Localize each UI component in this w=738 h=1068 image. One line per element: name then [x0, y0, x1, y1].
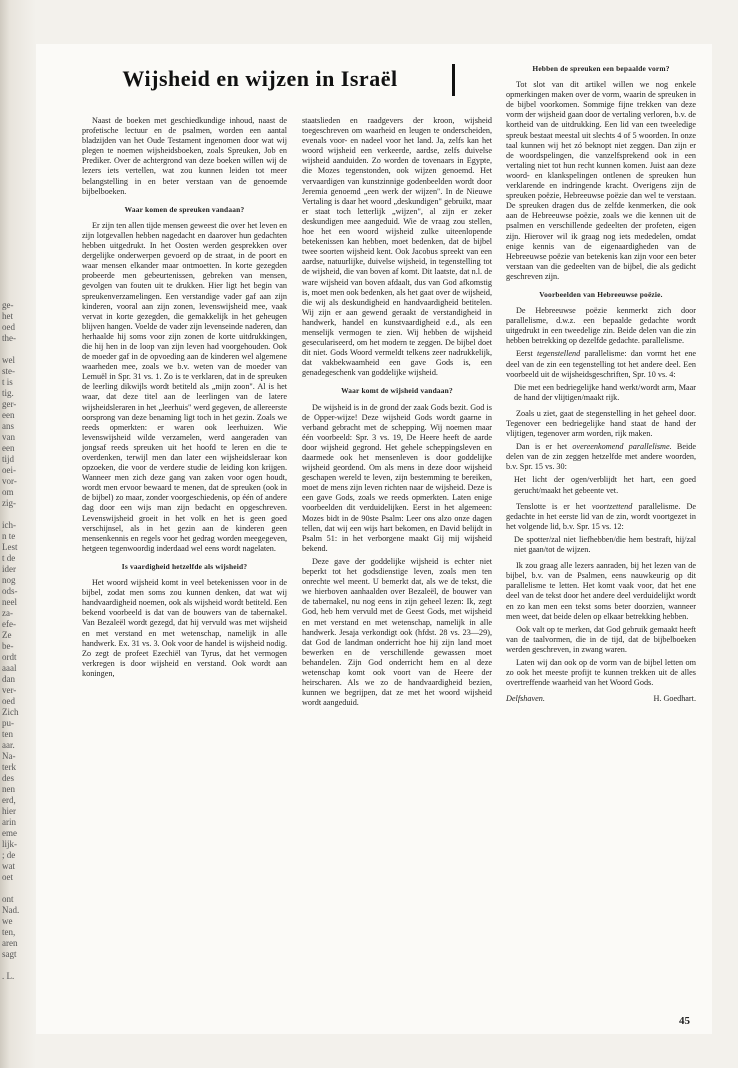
section-heading: Hebben de spreuken een bepaalde vorm? — [532, 64, 670, 73]
previous-page-edge — [0, 0, 36, 1068]
section-heading: Voorbeelden van Hebreeuwse poëzie. — [539, 289, 663, 299]
text-run: Beide delen van de zin zeggen hetzelfde met andere woorden, b.v. Spr. 15 vs. 30: — [506, 442, 696, 472]
paragraph: Naast de boeken met geschiedkundige inhoud, naast de profetische lectuur en de psalmen, worden een aantal bladzijden van het Oude Testament ingenomen door wat wij plegen te noemen wijsheidsboeken, zoals Spreuken, Job en Prediker. Over de achtergrond van deze boeken willen wij de lezers iets vertellen, wat zou kunnen leiden tot meer belangstelling in en beter verstaan van de genoemde bijbelboeken. — [82, 116, 287, 196]
paragraph: Ik zou graag alle lezers aanraden, bij het lezen van de bijbel, b.v. van de Psalmen, eens nauwkeurig op dit parallelisme te letten. Het komt vaak voor, dat het ene deel van de tekst door het andere deel verduidelijkt wordt en zo kan men een tekst soms beter doorzien, wanneer men weet, dat beide delen op elkaar betrekking hebben. — [506, 561, 696, 621]
paragraph — [506, 442, 696, 472]
section-heading: Waar komen de spreuken vandaan? — [124, 204, 245, 214]
text-run: Dan is er het — [516, 442, 573, 452]
emphasis: voortzettend — [591, 501, 633, 511]
paragraph — [506, 502, 696, 532]
column-1 — [82, 116, 287, 682]
title-vertical-rule — [452, 64, 455, 96]
emphasis: overeenkomend parallelisme. — [572, 442, 672, 452]
paragraph: Zoals u ziet, gaat de stegenstelling in het geheel door. Tegenover een bedriegelijke hand staat de hand der vlijtigen, tegenover arm worden, rijk maken. — [506, 408, 696, 439]
previous-page-text-fragments: ge- het oed the- wel ste- t is tig. ger- een ans van een tijd oei- vor- om zig- ich- n te Lest t de ider nog ods- neel za- efe- Ze be- ordt aaal dan ver- oed Zich pu- ten aar. Na- terk des nen erd, hier arin eme lijk- ; de wat oet ont Nad. we ten, aren sagt . L. — [2, 300, 20, 981]
section-heading: Waar komt de wijsheid vandaan? — [341, 386, 453, 396]
text-run: Eerst — [516, 349, 537, 359]
paragraph: Ook valt op te merken, dat God gebruik gemaakt heeft van de taalvormen, die in de tijd, dat de bijbelboeken werden geschreven, in zwang waren. — [506, 624, 696, 654]
text-run: parallelisme. De gedachte in het eerste lid van de zin, wordt voortgezet in het volgende lid, b.v. Spr. 15 vs. 12: — [506, 501, 696, 531]
paragraph: De wijsheid is in de grond der zaak Gods bezit. God is de Opper-wijze! Deze wijsheid Gods wordt gaarne in verband gebracht met de schepping. Wij noemen maar één voorbeeld: Spr. 3 vs. 19, De Heere heeft de aarde door wijsheid gegrond. Het gehele scheppingsleven en daarmede ook het mensenleven is door goddelijke wijsheid geordend. Om als mens in deze door wijsheid geschapen wereld te leven, zijn bestemming te bereiken, moet de mens zijn leven richten naar de wijsheid. Deze is een gave Gods, zoals we reeds opmerkten. Laten enige voorbeelden dit verduidelijken. Eerst in het algemeen: Mozes bidt in de 90ste Psalm: Leer ons alzo onze dagen tellen, dat wij een wijs hart bekomen, en David belijdt in Psalm 51: in het verborgene maakt Gij mij wijsheid bekend. — [302, 402, 492, 553]
text-run: Tenslotte is er het — [516, 501, 592, 511]
bible-quote: Het licht der ogen/verblijdt het hart, een goed gerucht/maakt het gebeente vet. — [514, 475, 696, 495]
article-header — [80, 62, 440, 96]
signature-line — [506, 694, 696, 704]
text-run: parallelisme: dan vormt het ene deel van de zin een tegenstelling tot het andere deel. Een voorbeeld uit de wijsheidsgeschriften, Spr. 10 vs. 4: — [506, 349, 696, 379]
place-name: Delfshaven. — [506, 694, 545, 704]
article-title: Wijsheid en wijzen in Israël — [122, 66, 398, 91]
paragraph: De Hebreeuwse poëzie kenmerkt zich door parallelisme, d.w.z. een bepaalde gedachte wordt uitgedrukt in een tweedelige zin. Beide delen van die zin hebben betrekking op dezelfde gedachte. parallelisme. — [506, 306, 696, 346]
page-number: 45 — [679, 1015, 690, 1027]
emphasis: tegenstellend — [536, 349, 581, 359]
paragraph: Er zijn ten allen tijde mensen geweest die over het leven en zijn lotgevallen hebben nagedacht en daarover hun gedachten hebben uitgedrukt. In het Oosten werden gesprekken over dergelijke onderwerpen gevoerd op de straat, in de poort en waar mensen elkander maar ontmoetten. In korte gezegden probeerde men gebeurtenissen, gebreken van mensen, gevolgen van fouten uit te drukken. Hier ligt het begin van spreukenverzamelingen. Een verstandige vader gaf aan zijn kinderen, vooral aan zijn zonen, levenswijsheid mee, vaak vervat in korte gezegden, die gemakkelijk in het geheugen blijven hangen. Voelde de vader zijn levenseinde naderen, dan herhaalde hij soms voor zijn zonen de korte uitdrukkingen, die hij hen in de loop van zijn leven had voorgehouden. Ook de moeder gaf in de opvoeding aan de kinderen wel algemene waarheden mee, zoals we b.v. weten van de moeder van Lemuël in Spr. 31 vs. 1. Zo is te verklaren, dat in de spreuken de leerling dikwijls wordt betiteld als „mijn zoon". Al is het waar, dat deze titel aan de leerlingen van de latere wijsheidsleraren in het „leerhuis" werd gegeven, de allereerste oorsprong van deze benaming ligt toch in het gezin. Zoals we reeds opmerkten: er waren ook leerhuizen. Wie levenswijsheid wilde verzamelen, werd aangeraden van jongsaf reeds spreuken uit het hoofd te leren en die te overdenken, terwijl men dan later een wijsheidsleraar kon opzoeken, die voor de verdere studie de leiding kon krijgen. Wanneer men zich deze gang van zaken voor ogen houdt, wordt men ervoor bewaard te menen, dat de spreuken (ook in de bijbel) zo maar, zonder voorgeschiedenis, op één of andere dag door een wijs man zijn bedacht en opgeschreven. Levenswijsheid groeit in het volk en het is geen goed verschijnsel, als in het gezin aan de kinderen geen mensenkennis en regels voor het gedrag worden meegegeven, hetgeen tegenwoordig inderdaad wel eens wordt nagelaten. — [82, 220, 287, 553]
author-name: H. Goedhart. — [653, 694, 696, 704]
column-2 — [302, 116, 492, 711]
paragraph: Deze gave der goddelijke wijsheid is echter niet beperkt tot het godsdienstige leven, zoals men ten onrechte wel meent. U bemerkt dat, als we de tekst, die we hierboven aanhaalden over Bezaleël, de bouwer van de tabernakel, nu nog eens in zijn geheel lezen: Ik, zegt God, heb hem vervuld met de Geest Gods, met wijsheid en met verstand en met wetenschap, namelijk in alle handwerk. Jesaja verkondigt ook (hfdst. 28 vs. 23—29), dat God de landman onderricht hoe hij zijn land moet bewerken en de verschillende gewassen moet behandelen. Zijn God onderricht hem en al deze wetenschap komt ook voort van de Heere der heirscharen. Als we zo de handvaardigheid bezien, kunnen we begrijpen, dat ze met het woord wijsheid wordt aangeduid. — [302, 556, 492, 708]
section-heading: Is vaardigheid hetzelfde als wijsheid? — [121, 561, 248, 571]
column-3 — [506, 58, 696, 704]
bible-quote: Die met een bedriegelijke hand werkt/wordt arm, Maar de hand der vlijtigen/maakt rijk. — [514, 382, 696, 402]
paragraph: Laten wij dan ook op de vorm van de bijbel letten om zo ook het meeste profijt te kunnen trekken uit de alles overtreffende waarheid van het Woord Gods. — [506, 657, 696, 688]
paragraph: staatslieden en raadgevers der kroon, wijsheid toegeschreven om waarheid en leugen te onderscheiden, evenals voor- en nadeel voor het land. Ja, zelfs kan het woord wijsheid een verkeerde, aardse, zelfs duivelse wijsheid aanduiden. Zo worden de tovenaars in Egypte, die Mozes tegenstonden, ook wijzen genoemd. Het vervaardigen van kunstzinnige godenbeelden wordt door Jeremia genoemd „een werk der wijzen". In de Nieuwe Vertaling is daar het woord „deskundigen" gebruikt, maar er staat toch letterlijk „wijzen", al zijn er zeker deskundigen mee aangeduid. Wie de vraag zou stellen, hoe het een woord wijsheid zulke uiteenlopende betekenissen kan hebben, moet bedenken, dat de bijbel twee soorten wijsheid kent. Ook Jacobus spreekt van een aardse, natuurlijke, duivelse wijsheid, in tegenstelling tot de wijsheid, die van boven af komt. Dit laatste, dat n.l. de ware wijsheid van boven afdaalt, dus van God afkomstig is, moet men ook bedenken, als het gaat over de wijsheid, die wij als deskundigheid en handvaardigheid betitelen. Wij zijn er aan gewend geraakt de verstandigheid in handwerk, handel en kunstvaardigheid e.d., als een menselijk vermogen te zien. Wij hebben de wijsheid geseculariseerd, om het modern te zeggen. De bijbel doet dit niet. Gods Woord vermeldt telkens zeer nadrukkelijk, dat vakbekwaamheid een gave Gods is, een genadegeschenk van goddelijke wijsheid. — [302, 116, 492, 378]
paragraph: Tot slot van dit artikel willen we nog enkele opmerkingen maken over de vorm, waarin de spreuken in de bijbel voorkomen. Sommige fijne trekken van deze vorm der wijsheid gaan door de vertaling verloren, b.v. de kortheid van de uitdrukking. Een lid van een tweeledige spreuk bestaat meestal uit slechts 4 of 5 woorden. In onze taal kunnen wij het zó beknopt niet zeggen. Dan zijn er de woordspelingen, die vanzelfsprekend ook in een vertaling niet tot hun recht kunnen komen. Juist aan deze woord- en klankspelingen ontlenen de spreuken hun verklarende en indringende kracht. Overigens zijn de spreuken poëzie, Hebreeuwse poëzie dan wel te verstaan. De spreuken dragen dus de zelfde kenmerken, die ook aan de Hebreeuwse poëzie, zoals we die kennen uit de psalmen en verschillende gedeelten der profeten, eigen zijn. Hierover wil ik graag nog iets mededelen, omdat enige kennis van de eigenaardigheden van de Hebreeuwse poëzie van betekenis kan zijn voor een beter verstaan van die gedeelten van de bijbel, die als gedicht geschreven zijn. — [506, 80, 696, 281]
bible-quote: De spotter/zal niet liefhebben/die hem bestraft, hij/zal niet gaan/tot de wijzen. — [514, 534, 696, 555]
paragraph — [506, 349, 696, 379]
paragraph: Het woord wijsheid komt in veel betekenissen voor in de bijbel, zodat men soms zou kunnen denken, dat wat wij handvaardigheid noemen, ook als wijsheid wordt betiteld. Een bekend voorbeeld is dat van de bouwers van de tabernakel. Van Bezaleël wordt gezegd, dat hij vervuld was met wijsheid en met verstand en met wetenschap, namelijk in alle handwerk. Ex. 31 vs. 3. Ook voor de handel is wijsheid nodig. Zo zegt de profeet Ezechiël van Tyrus, dat het vermogen verkregen is door wijsheid en verstand. Ook wordt aan koningen, — [82, 578, 287, 678]
